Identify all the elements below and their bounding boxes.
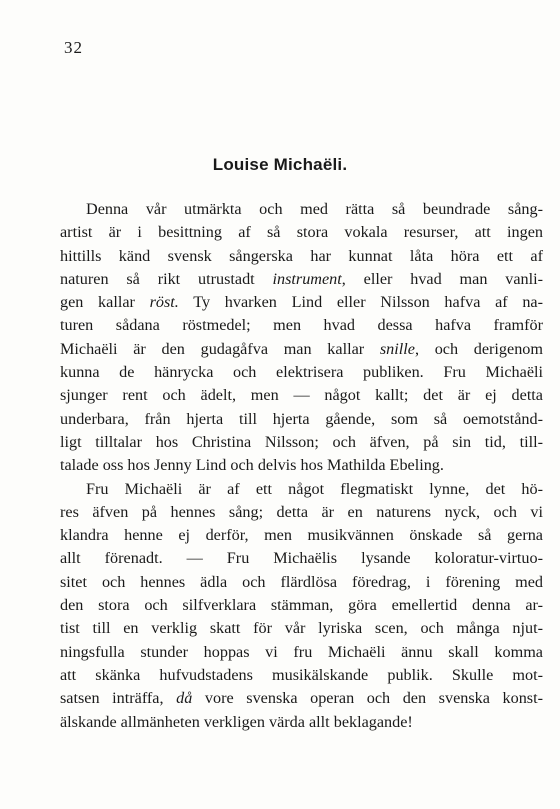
text-line: klandra henne ej derför, men musikvännen önskade så gerna bbox=[60, 526, 543, 545]
body-paragraphs bbox=[60, 198, 543, 734]
text-line: sjunger rent och ädelt, men — något kallt; det är ej detta bbox=[60, 386, 543, 405]
text-line: underbara, från hjerta till hjerta gående, som så oemotstånd- bbox=[60, 409, 543, 428]
text-line: Fru Michaëli är af ett något flegmatiskt lynne, det hö- bbox=[86, 479, 543, 498]
text-line: hittills känd svensk sångerska har kunnat låta höra ett af bbox=[60, 246, 543, 265]
page-number: 32 bbox=[64, 38, 83, 57]
text-line: sitet och hennes ädla och flärdlösa föredrag, i förening med bbox=[60, 572, 543, 591]
text-line: kunna de hänrycka och elektrisera publiken. Fru Michaëli bbox=[60, 363, 543, 382]
text-line: Michaëli är den gudagåfva man kallar snille, och derigenom bbox=[60, 339, 543, 358]
italic-word: röst. bbox=[149, 293, 179, 312]
text-line: ningsfulla stunder hoppas vi fru Michaëli ännu skall komma bbox=[60, 642, 543, 661]
text-line: turen sådana röstmedel; men hvad dessa hafva framför bbox=[60, 316, 543, 335]
text-line: gen kallar röst. Ty hvarken Lind eller Nilsson hafva af na- bbox=[60, 293, 543, 312]
text-line: Denna vår utmärkta och med rätta så beundrade sång- bbox=[86, 200, 543, 218]
text-line: ligt tilltalar hos Christina Nilsson; och äfven, på sin tid, till- bbox=[60, 432, 543, 451]
text-line: satsen inträffa, då vore svenska operan och den svenska konst- bbox=[60, 689, 543, 708]
italic-word: instrument bbox=[272, 269, 342, 288]
text-line: naturen så rikt utrustadt instrument, eller hvad man vanli- bbox=[60, 269, 544, 288]
text-line: den stora och silfverklara stämman, göra emellertid denna ar- bbox=[60, 596, 543, 615]
text-line: res äfven på hennes sång; detta är en naturens nyck, och vi bbox=[60, 502, 543, 521]
italic-word: då bbox=[176, 689, 193, 708]
section-title: Louise Michaëli. bbox=[212, 155, 348, 174]
text-line: artist är i besittning af så stora vokala resurser, att ingen bbox=[60, 223, 543, 242]
text-line: att skänka hufvudstadens musikälskande publik. Skulle mot- bbox=[60, 665, 543, 684]
text-line: talade oss hos Jenny Lind och delvis hos Mathilda Ebeling. bbox=[60, 456, 444, 475]
text-line: allt förenadt. — Fru Michaëlis lysande koloratur-virtuo- bbox=[60, 549, 543, 568]
text-line: tist till en verklig skatt för vår lyriska scen, och många njut- bbox=[60, 619, 543, 638]
text-line: älskande allmänheten verkligen värda allt beklagande! bbox=[60, 712, 413, 731]
italic-word: snille bbox=[379, 339, 415, 358]
